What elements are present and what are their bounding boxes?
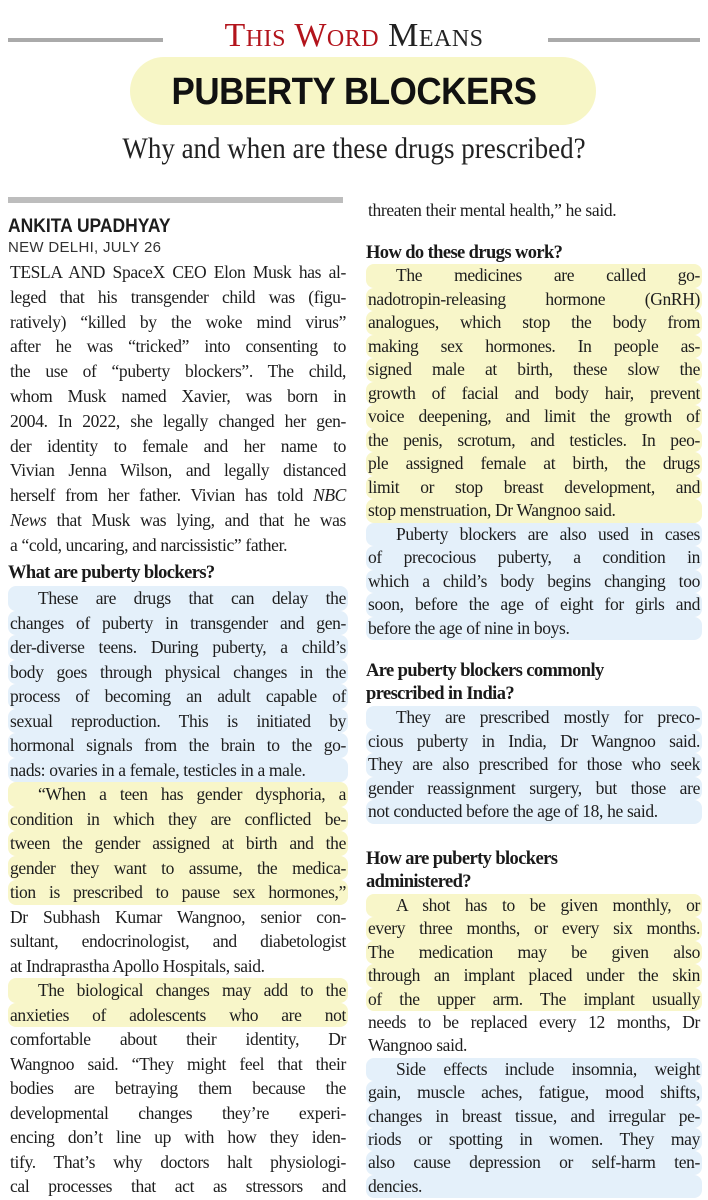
line-text: encing don’t line up with how they iden- xyxy=(10,1127,346,1147)
line-text: herself from her father. Vivian has told xyxy=(10,485,313,506)
line-text: hormonal signals from the brain to the go- xyxy=(10,735,346,755)
text-line xyxy=(8,1101,348,1126)
line-text: TESLA AND SpaceX CEO Elon Musk has al- xyxy=(10,262,346,282)
line-text: riods or spotting in women. They may xyxy=(368,1129,700,1150)
text-line xyxy=(8,954,348,979)
line-text: comfortable about their identity, Dr xyxy=(10,1029,346,1049)
text-line xyxy=(8,635,348,660)
line-text: The medicines are called go- xyxy=(396,265,700,285)
section-body xyxy=(366,706,702,824)
line-text: of the upper arm. The implant usually xyxy=(368,988,700,1009)
line-text: Wangnoo said. xyxy=(368,1035,468,1056)
text-line xyxy=(8,1076,348,1101)
line-text: sultant, endocrinologist, and diabetologist xyxy=(10,931,346,951)
text-line xyxy=(366,1128,702,1151)
text-line xyxy=(366,405,702,429)
carryover-line xyxy=(366,199,702,222)
line-text: of precocious puberty, a condition in xyxy=(368,547,700,567)
text-line xyxy=(8,508,348,533)
line-text: nads: ovaries in a female, testicles in a male. xyxy=(10,759,306,780)
line-text: der identity to female and her name to xyxy=(10,435,346,456)
line-text: needs to be replaced every 12 months, Dr xyxy=(368,1012,700,1033)
italic-text: News xyxy=(10,509,47,530)
text-line xyxy=(8,1052,348,1077)
line-text: Wangnoo said. “They might feel that their xyxy=(10,1053,346,1074)
kicker-part1: This Word xyxy=(224,17,380,54)
line-text: every three months, or every six months. xyxy=(368,918,700,939)
line-text: 2004. In 2022, she legally changed her gen- xyxy=(10,410,346,431)
line-text: A shot has to be given monthly, or xyxy=(396,895,700,915)
line-text: changes in breast tissue, and irregular pe- xyxy=(368,1105,700,1126)
line-text: dencies. xyxy=(368,1175,423,1196)
line-text: tion is prescribed to pause sex hormones,” xyxy=(10,882,346,902)
line-text: developmental changes they’re experi- xyxy=(10,1102,346,1123)
line-text: sexual reproduction. This is initiated by xyxy=(10,710,346,731)
line-text: Side effects include insomnia, weight xyxy=(396,1058,700,1079)
line-text: making sex hormones. In people as- xyxy=(368,335,700,356)
text-line xyxy=(8,880,348,905)
text-line xyxy=(366,1058,702,1081)
line-text: analogues, which stop the body from xyxy=(368,312,700,332)
line-text: soon, before the age of eight for girls and xyxy=(368,594,700,614)
text-line xyxy=(8,905,348,930)
text-line xyxy=(366,1151,702,1174)
line-text: growth of facial and body hair, prevent xyxy=(368,382,700,403)
text-line xyxy=(8,782,348,807)
heading-line: Are puberty blockers commonly xyxy=(366,661,604,681)
text-line: threaten their mental health,” he said. xyxy=(368,200,617,220)
line-text: tween the gender assigned at birth and the xyxy=(10,833,346,853)
line-text: changes of puberty in transgender and gen- xyxy=(10,612,346,633)
text-line xyxy=(366,335,702,359)
text-line xyxy=(366,964,702,987)
line-text: Dr Subhash Kumar Wangnoo, senior con- xyxy=(10,906,346,927)
line-text: gender they want to assume, the medica- xyxy=(10,857,346,878)
line-text: anxieties of adolescents who are not xyxy=(10,1004,346,1025)
section-heading xyxy=(366,848,702,894)
dateline: NEW DELHI, JULY 26 xyxy=(8,239,162,256)
text-line xyxy=(8,684,348,709)
text-line xyxy=(8,285,348,310)
text-line xyxy=(366,1011,702,1034)
text-line xyxy=(8,1125,348,1150)
text-line xyxy=(8,978,348,1003)
line-text: nadotropin-releasing hormone (GnRH) xyxy=(368,288,700,309)
text-line xyxy=(8,758,348,783)
text-line xyxy=(366,358,702,382)
line-text: leged that his transgender child was (figu- xyxy=(10,286,346,307)
text-line xyxy=(8,458,348,483)
text-line xyxy=(366,264,702,288)
text-line xyxy=(366,894,702,917)
text-line xyxy=(366,311,702,335)
text-line xyxy=(8,586,348,611)
line-text: voice deepening, and limit the growth of xyxy=(368,406,700,426)
text-line xyxy=(8,733,348,758)
line-text: They are prescribed mostly for preco- xyxy=(396,707,700,727)
text-line xyxy=(8,359,348,384)
line-text: cious puberty in India, Dr Wangnoo said. xyxy=(368,730,700,751)
text-line xyxy=(8,260,348,285)
headline: PUBERTY BLOCKERS xyxy=(171,71,537,113)
line-text: after he was “tricked” into consenting to xyxy=(10,336,346,357)
line-text: They are also prescribed for those who seek xyxy=(368,754,700,774)
heading-line: prescribed in India? xyxy=(366,684,515,704)
line-text: body goes through physical changes in the xyxy=(10,661,346,682)
intro-paragraph xyxy=(8,260,348,558)
line-text: whom Musk named Xavier, was born in xyxy=(10,385,346,406)
line-text: der-diverse teens. During puberty, a child’s xyxy=(10,637,346,657)
text-line xyxy=(366,570,702,594)
line-text: bodies are betraying them because the xyxy=(10,1078,346,1098)
text-line xyxy=(366,452,702,476)
line-text: a “cold, uncaring, and narcissistic” father. xyxy=(10,534,288,555)
text-line xyxy=(366,800,702,824)
text-line xyxy=(366,730,702,754)
line-text: tify. That’s why doctors halt physiologi- xyxy=(10,1151,346,1172)
line-text: before the age of nine in boys. xyxy=(368,617,570,638)
subheadline: Why and when are these drugs prescribed? xyxy=(122,132,586,165)
text-line xyxy=(366,1034,702,1057)
text-line xyxy=(366,617,702,641)
line-text: the use of “puberty blockers”. The child, xyxy=(10,361,346,382)
text-line xyxy=(8,1003,348,1028)
text-line xyxy=(366,476,702,500)
author-name: ANKITA UPADHYAY xyxy=(8,216,171,237)
line-text: stop menstruation, Dr Wangnoo said. xyxy=(368,500,616,520)
section-heading: What are puberty blockers? xyxy=(8,563,215,583)
heading-line: How are puberty blockers xyxy=(366,849,558,869)
text-line xyxy=(366,1081,702,1104)
text-line xyxy=(8,1150,348,1175)
text-line xyxy=(366,499,702,523)
section-body xyxy=(366,894,702,1198)
text-line xyxy=(8,434,348,459)
text-line xyxy=(366,1105,702,1128)
line-text: at Indraprastha Apollo Hospitals, said. xyxy=(10,955,265,976)
line-text: The medication may be given also xyxy=(368,941,700,962)
text-line xyxy=(366,917,702,940)
text-line xyxy=(8,533,348,558)
text-line xyxy=(366,753,702,777)
text-line xyxy=(366,1175,702,1198)
line-text: ple assigned female at birth, the drugs xyxy=(368,453,700,473)
line-text: Vivian Jenna Wilson, and legally distanced xyxy=(10,460,346,481)
byline-rule xyxy=(8,197,343,203)
line-text: Puberty blockers are also used in cases xyxy=(396,523,700,544)
text-line xyxy=(366,546,702,570)
line-text: ratively) “killed by the woke mind virus” xyxy=(10,311,346,332)
line-text: cal processes that act as stressors and xyxy=(10,1176,346,1196)
text-line xyxy=(8,856,348,881)
text-line xyxy=(8,660,348,685)
text-line xyxy=(366,382,702,406)
kicker-part2: Means xyxy=(388,17,484,54)
text-line xyxy=(8,929,348,954)
line-text: condition in which they are conflicted be- xyxy=(10,808,346,829)
line-text: that Musk was lying, and that he was xyxy=(46,509,346,530)
section-body xyxy=(366,264,702,640)
text-line xyxy=(8,709,348,734)
italic-text: NBC xyxy=(313,485,346,506)
section-heading: How do these drugs work? xyxy=(366,243,563,263)
text-line xyxy=(366,777,702,801)
heading-line: administered? xyxy=(366,872,471,892)
text-line xyxy=(8,807,348,832)
text-line xyxy=(366,288,702,312)
line-text: which a child’s body begins changing too xyxy=(368,570,700,591)
text-line xyxy=(8,831,348,856)
line-text: process of becoming an adult capable of xyxy=(10,686,346,706)
text-line xyxy=(8,409,348,434)
line-text: These are drugs that can delay the xyxy=(38,588,346,608)
section-body xyxy=(8,586,348,1199)
line-text: the penis, scrotum, and testicles. In peo- xyxy=(368,429,700,450)
text-line xyxy=(366,523,702,547)
text-line xyxy=(8,611,348,636)
section-kicker xyxy=(0,14,708,58)
text-line xyxy=(8,334,348,359)
text-line xyxy=(8,1027,348,1052)
text-line xyxy=(8,310,348,335)
line-text: signed male at birth, these slow the xyxy=(368,359,700,379)
line-text: gender reassignment surgery, but those are xyxy=(368,777,700,798)
line-text: limit or stop breast development, and xyxy=(368,476,700,497)
section-heading xyxy=(366,660,702,706)
text-line xyxy=(366,429,702,453)
line-text: gain, muscle aches, fatigue, mood shifts, xyxy=(368,1082,700,1103)
line-text: through an implant placed under the skin xyxy=(368,965,700,986)
line-text: not conducted before the age of 18, he said. xyxy=(368,801,658,821)
text-line xyxy=(366,941,702,964)
line-text: “When a teen has gender dysphoria, a xyxy=(38,784,346,804)
text-line xyxy=(366,706,702,730)
text-line xyxy=(8,384,348,409)
text-line xyxy=(366,593,702,617)
line-text: The biological changes may add to the xyxy=(38,980,346,1000)
text-line xyxy=(8,1174,348,1199)
text-line xyxy=(8,483,348,508)
text-line xyxy=(366,988,702,1011)
line-text: also cause depression or self-harm ten- xyxy=(368,1152,700,1173)
